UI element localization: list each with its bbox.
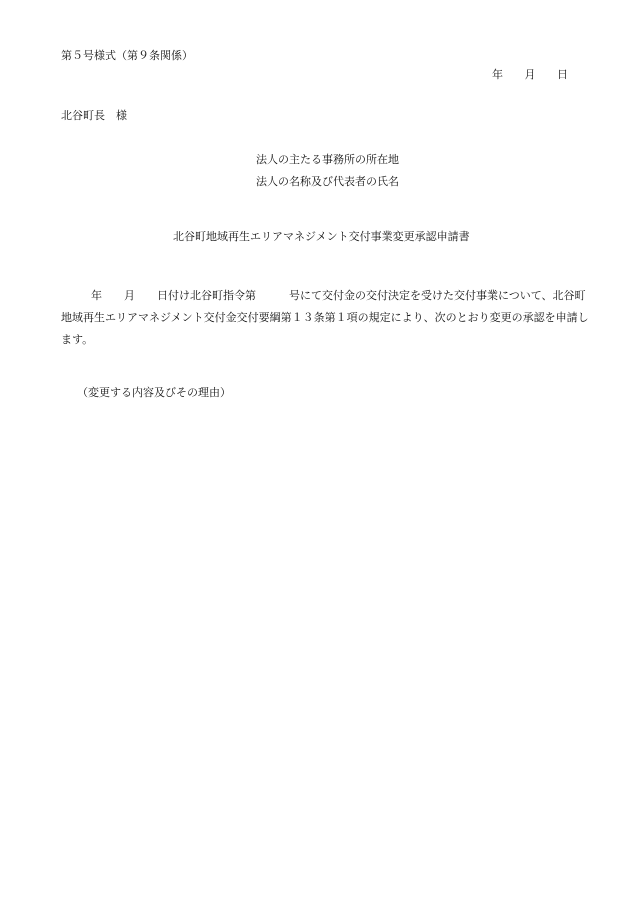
body-line1-part-b: 号にて交付金の交付決定を受けた交付事業について、北谷町 bbox=[289, 289, 586, 302]
body-line1-part-a: 日付け北谷町指令第 bbox=[157, 289, 256, 302]
body-line-2: 地域再生エリアマネジメント交付金交付要綱第１３条第１項の規定により、次のとおり変更の承認を申請し bbox=[61, 311, 589, 324]
date-month-unit: 月 bbox=[524, 68, 536, 81]
applicant-address-label: 法人の主たる事務所の所在地 bbox=[256, 153, 399, 166]
date-line bbox=[492, 67, 568, 83]
section-heading: （変更する内容及びその理由） bbox=[77, 386, 231, 399]
body-text bbox=[61, 285, 589, 351]
body-year-unit: 年 bbox=[91, 289, 102, 302]
body-month-unit: 月 bbox=[124, 289, 135, 302]
addressee: 北谷町長 様 bbox=[61, 109, 127, 122]
body-line-3: ます。 bbox=[61, 333, 94, 346]
date-day-unit: 日 bbox=[557, 68, 568, 81]
form-number: 第５号様式（第９条関係） bbox=[61, 49, 193, 62]
date-year-unit: 年 bbox=[492, 68, 503, 81]
body-line-1 bbox=[61, 285, 586, 307]
applicant-block bbox=[256, 149, 399, 193]
document-title: 北谷町地域再生エリアマネジメント交付事業変更承認申請書 bbox=[173, 230, 470, 243]
applicant-name-label: 法人の名称及び代表者の氏名 bbox=[256, 175, 399, 188]
